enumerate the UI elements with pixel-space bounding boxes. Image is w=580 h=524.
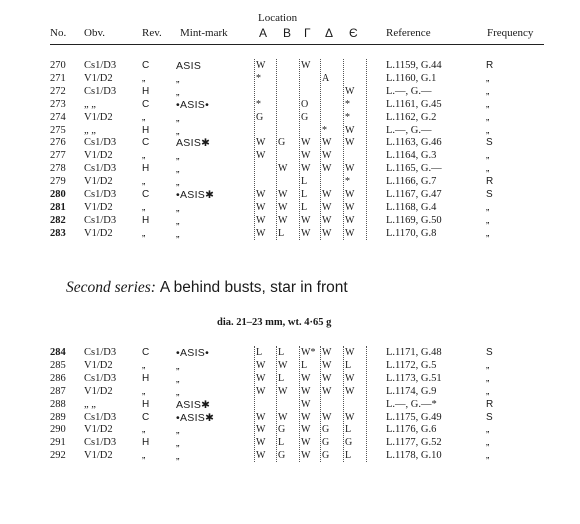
column-separator: [276, 346, 277, 462]
frequency: „: [486, 111, 490, 123]
table-row: [0, 437, 580, 450]
location-cell: W: [278, 189, 288, 200]
location-cell: L: [301, 189, 308, 200]
table-row: [0, 347, 580, 360]
table-row: [0, 150, 580, 163]
location-cell: W: [301, 137, 311, 149]
obverse-die: V1/D2: [84, 359, 113, 371]
location-cell: W: [256, 150, 266, 162]
reference: L.1169, G.50: [386, 214, 442, 226]
reverse-type: H: [142, 214, 150, 226]
reference: L.1170, G.8: [386, 227, 437, 239]
reference: L.1168, G.4: [386, 201, 437, 213]
coin-number: 285: [50, 359, 66, 371]
mint-mark: „: [176, 201, 180, 214]
frequency: „: [486, 437, 490, 449]
reverse-type: H: [142, 163, 150, 175]
obverse-die: Cs1/D3: [84, 137, 117, 149]
obverse-die: V1/D2: [84, 176, 113, 188]
frequency: S: [486, 347, 493, 358]
location-cell: W: [256, 437, 266, 449]
frequency: S: [486, 189, 493, 200]
location-cell: W: [345, 85, 355, 97]
location-cell: W: [345, 137, 355, 149]
series-dimensions: dia. 21–23 mm, wt. 4·65 g: [217, 317, 332, 328]
location-cell: W: [256, 137, 266, 149]
table-row: [0, 99, 580, 112]
column-separator: [320, 59, 321, 240]
frequency: „: [486, 372, 490, 384]
coin-number: 272: [50, 85, 66, 97]
obverse-die: „ „: [84, 98, 96, 110]
table-row: [0, 424, 580, 437]
obverse-die: V1/D2: [84, 424, 113, 436]
mint-mark: •ASIS•: [176, 347, 210, 359]
location-cell: L: [345, 424, 352, 436]
table-row: [0, 450, 580, 463]
location-cell: L: [278, 372, 285, 384]
location-cell: L: [301, 201, 308, 213]
location-cell: *: [256, 72, 261, 84]
location-cell: G: [256, 111, 264, 123]
coin-number: 280: [50, 189, 66, 200]
column-separator: [299, 59, 300, 240]
mint-mark: •ASIS✱: [176, 411, 215, 424]
location-cell: W: [301, 163, 311, 175]
location-cell: W: [278, 201, 288, 213]
col-loc-delta-header: Δ: [325, 26, 334, 40]
frequency: „: [486, 450, 490, 462]
reference: L.—, G.—*: [386, 398, 437, 410]
location-cell: W: [322, 150, 332, 162]
column-separator: [320, 346, 321, 462]
table-row: [0, 86, 580, 99]
coin-number: 271: [50, 72, 66, 84]
reverse-type: H: [142, 398, 150, 410]
table-row: [0, 215, 580, 228]
reference: L.1166, G.7: [386, 176, 437, 188]
location-cell: W: [301, 385, 311, 397]
mint-mark: •ASIS•: [176, 98, 210, 111]
frequency: „: [486, 424, 490, 436]
col-mint-header: Mint-mark: [180, 27, 228, 39]
location-cell: W: [301, 372, 311, 384]
column-separator: [276, 59, 277, 240]
reference: L.1167, G.47: [386, 189, 442, 200]
table-row: [0, 125, 580, 138]
coin-number: 290: [50, 424, 66, 436]
reverse-type: „: [142, 359, 146, 371]
obverse-die: „ „: [84, 398, 96, 410]
location-cell: L: [256, 347, 263, 358]
location-cell: W: [322, 372, 332, 384]
reverse-type: H: [142, 124, 150, 136]
series-title: [66, 279, 348, 297]
location-cell: W: [322, 385, 332, 397]
location-cell: W: [345, 385, 355, 397]
location-cell: W: [322, 201, 332, 213]
location-cell: W: [301, 150, 311, 162]
frequency: „: [486, 227, 490, 239]
table-row: [0, 163, 580, 176]
col-reference-header: Reference: [386, 27, 431, 39]
location-cell: W: [301, 60, 311, 71]
frequency: S: [486, 137, 493, 149]
reference: L.1160, G.1: [386, 72, 437, 84]
location-cell: W: [278, 385, 288, 397]
table-row: [0, 137, 580, 150]
location-cell: L: [278, 227, 285, 239]
location-cell: L: [301, 176, 308, 188]
reference: L.1178, G.10: [386, 450, 442, 462]
obverse-die: Cs1/D3: [84, 163, 117, 175]
column-separator: [299, 346, 300, 462]
frequency: „: [486, 201, 490, 213]
obverse-die: Cs1/D3: [84, 85, 117, 97]
location-cell: A: [322, 72, 330, 84]
obverse-die: Cs1/D3: [84, 189, 117, 200]
frequency: R: [486, 398, 494, 410]
reference: L.1175, G.49: [386, 411, 442, 423]
reverse-type: „: [142, 111, 146, 123]
location-cell: W: [345, 347, 355, 358]
obverse-die: V1/D2: [84, 111, 113, 123]
location-cell: W: [301, 214, 311, 226]
column-separator: [254, 346, 255, 462]
location-cell: W: [256, 189, 266, 200]
location-cell: W: [301, 398, 311, 410]
obverse-die: Cs1/D3: [84, 372, 117, 384]
column-separator: [366, 346, 367, 462]
location-cell: W: [322, 137, 332, 149]
location-cell: W: [301, 227, 311, 239]
coin-number: 277: [50, 150, 66, 162]
location-cell: G: [322, 424, 330, 436]
coin-number: 283: [50, 227, 66, 239]
reverse-type: „: [142, 201, 146, 213]
coin-number: 287: [50, 385, 66, 397]
reverse-type: H: [142, 437, 150, 449]
location-cell: W: [322, 189, 332, 200]
location-cell: G: [278, 137, 286, 149]
mint-mark: „: [176, 85, 180, 98]
location-cell: W: [322, 214, 332, 226]
location-cell: W: [256, 372, 266, 384]
reverse-type: C: [142, 60, 150, 71]
location-cell: W: [256, 60, 266, 71]
frequency: „: [486, 163, 490, 175]
reverse-type: C: [142, 347, 150, 358]
reverse-type: C: [142, 189, 150, 200]
coin-number: 288: [50, 398, 66, 410]
location-cell: G: [345, 437, 353, 449]
coin-number: 286: [50, 372, 66, 384]
reference: L.1164, G.3: [386, 150, 437, 162]
mint-mark: „: [176, 72, 180, 85]
frequency: „: [486, 98, 490, 110]
series-description: A behind busts, star in front: [159, 279, 348, 296]
reference: L.—, G.—: [386, 85, 432, 97]
reverse-type: „: [142, 150, 146, 162]
reference: L.—, G.—: [386, 124, 432, 136]
mint-mark: ASIS✱: [176, 137, 211, 150]
mint-mark: „: [176, 163, 180, 176]
col-no-header: No.: [50, 27, 67, 39]
location-cell: W: [301, 411, 311, 423]
reverse-type: „: [142, 227, 146, 239]
reference: L.1172, G.5: [386, 359, 437, 371]
reverse-type: „: [142, 450, 146, 462]
obverse-die: „ „: [84, 124, 96, 136]
col-rev-header: Rev.: [142, 27, 162, 39]
coin-number: 273: [50, 98, 66, 110]
location-cell: *: [345, 98, 350, 110]
location-heading: Location: [258, 12, 298, 24]
reference: L.1163, G.46: [386, 137, 442, 149]
reference: L.1173, G.51: [386, 372, 442, 384]
col-loc-gamma-header: Γ: [304, 26, 311, 40]
mint-mark: „: [176, 372, 180, 385]
table-row: [0, 399, 580, 412]
frequency: „: [486, 150, 490, 162]
table-row: [0, 360, 580, 373]
frequency: „: [486, 214, 490, 226]
location-cell: O: [301, 98, 309, 110]
frequency: „: [486, 72, 490, 84]
obverse-die: V1/D2: [84, 72, 113, 84]
reverse-type: H: [142, 85, 150, 97]
location-cell: W: [322, 411, 332, 423]
location-cell: W: [301, 450, 311, 462]
location-cell: W: [322, 163, 332, 175]
location-cell: W: [256, 411, 266, 423]
location-cell: W: [256, 201, 266, 213]
table-row: [0, 189, 580, 202]
location-cell: W: [278, 411, 288, 423]
reference: L.1171, G.48: [386, 347, 442, 358]
location-cell: W: [301, 437, 311, 449]
table-row: [0, 373, 580, 386]
coin-number: 276: [50, 137, 66, 149]
location-cell: *: [256, 98, 261, 110]
frequency: R: [486, 60, 494, 71]
coin-number: 291: [50, 437, 66, 449]
coin-number: 281: [50, 201, 66, 213]
table-row: [0, 386, 580, 399]
location-cell: W: [278, 163, 288, 175]
obverse-die: Cs1/D3: [84, 437, 117, 449]
frequency: „: [486, 85, 490, 97]
reverse-type: „: [142, 385, 146, 397]
obverse-die: V1/D2: [84, 450, 113, 462]
table-row: [0, 60, 580, 73]
obverse-die: V1/D2: [84, 227, 113, 239]
mint-mark: „: [176, 359, 180, 372]
reverse-type: C: [142, 98, 150, 110]
col-loc-epsilon-header: Є: [349, 26, 358, 40]
reference: L.1177, G.52: [386, 437, 442, 449]
location-cell: *: [322, 124, 327, 136]
table-row: [0, 228, 580, 241]
coin-number: 278: [50, 163, 66, 175]
obverse-die: V1/D2: [84, 150, 113, 162]
reference: L.1159, G.44: [386, 60, 442, 71]
location-cell: W: [345, 411, 355, 423]
reverse-type: H: [142, 372, 150, 384]
location-cell: W: [345, 163, 355, 175]
obverse-die: Cs1/D3: [84, 347, 117, 358]
location-cell: W: [256, 359, 266, 371]
coin-number: 282: [50, 214, 66, 226]
coin-number: 275: [50, 124, 66, 136]
mint-mark: •ASIS✱: [176, 189, 215, 201]
column-separator: [366, 59, 367, 240]
reference: L.1176, G.6: [386, 424, 437, 436]
location-cell: *: [345, 111, 350, 123]
obverse-die: Cs1/D3: [84, 214, 117, 226]
mint-mark: „: [176, 124, 180, 137]
location-cell: W: [301, 424, 311, 436]
location-cell: G: [322, 437, 330, 449]
mint-mark: ASIS✱: [176, 398, 211, 411]
column-separator: [343, 59, 344, 240]
location-cell: L: [278, 437, 285, 449]
reference: L.1174, G.9: [386, 385, 437, 397]
column-separator: [343, 346, 344, 462]
mint-mark: „: [176, 214, 180, 227]
table-row: [0, 112, 580, 125]
reference: L.1165, G.—: [386, 163, 442, 175]
frequency: R: [486, 176, 494, 188]
reverse-type: C: [142, 411, 150, 423]
location-cell: W: [322, 359, 332, 371]
location-cell: W: [345, 189, 355, 200]
location-cell: G: [301, 111, 309, 123]
series-label: Second series:: [66, 279, 156, 296]
mint-mark: „: [176, 227, 180, 240]
obverse-die: Cs1/D3: [84, 411, 117, 423]
col-loc-b-header: B: [283, 26, 292, 40]
table-row: [0, 176, 580, 189]
mint-mark: „: [176, 424, 180, 437]
table-row: [0, 73, 580, 86]
mint-mark: „: [176, 176, 180, 189]
coin-number: 274: [50, 111, 66, 123]
location-cell: L: [278, 347, 285, 358]
location-cell: G: [278, 424, 286, 436]
location-cell: W: [345, 227, 355, 239]
location-cell: *: [345, 176, 350, 188]
location-cell: W: [256, 450, 266, 462]
table-row: [0, 202, 580, 215]
location-cell: L: [345, 450, 352, 462]
location-cell: W: [322, 227, 332, 239]
location-cell: W: [322, 347, 332, 358]
reference: L.1161, G.45: [386, 98, 442, 110]
location-cell: W: [345, 372, 355, 384]
reverse-type: „: [142, 176, 146, 188]
location-cell: L: [345, 359, 352, 371]
reverse-type: „: [142, 424, 146, 436]
location-cell: G: [278, 450, 286, 462]
coin-number: 279: [50, 176, 66, 188]
col-frequency-header: Frequency: [487, 27, 534, 39]
location-cell: W: [345, 201, 355, 213]
location-cell: W: [256, 424, 266, 436]
reference: L.1162, G.2: [386, 111, 437, 123]
reverse-type: „: [142, 72, 146, 84]
obverse-die: V1/D2: [84, 385, 113, 397]
mint-mark: „: [176, 385, 180, 398]
coin-number: 292: [50, 450, 66, 462]
location-cell: W: [278, 359, 288, 371]
frequency: „: [486, 385, 490, 397]
obverse-die: Cs1/D3: [84, 60, 117, 71]
location-cell: G: [322, 450, 330, 462]
obverse-die: V1/D2: [84, 201, 113, 213]
coin-number: 289: [50, 411, 66, 423]
location-cell: W: [278, 214, 288, 226]
header-rule: [50, 44, 544, 45]
mint-mark: ASIS: [176, 60, 202, 72]
location-cell: W: [256, 385, 266, 397]
location-cell: L: [301, 359, 308, 371]
mint-mark: „: [176, 437, 180, 450]
coin-number: 270: [50, 60, 66, 71]
col-obv-header: Obv.: [84, 27, 105, 39]
frequency: „: [486, 359, 490, 371]
col-loc-a-header: A: [259, 26, 268, 40]
column-separator: [254, 59, 255, 240]
location-cell: W: [256, 227, 266, 239]
mint-mark: „: [176, 111, 180, 124]
frequency: S: [486, 411, 493, 423]
frequency: „: [486, 124, 490, 136]
location-cell: W*: [301, 347, 316, 358]
table-row: [0, 412, 580, 425]
mint-mark: „: [176, 150, 180, 163]
location-cell: W: [345, 124, 355, 136]
location-cell: W: [256, 214, 266, 226]
reverse-type: C: [142, 137, 150, 149]
mint-mark: „: [176, 450, 180, 463]
coin-number: 284: [50, 347, 66, 358]
location-cell: W: [345, 214, 355, 226]
